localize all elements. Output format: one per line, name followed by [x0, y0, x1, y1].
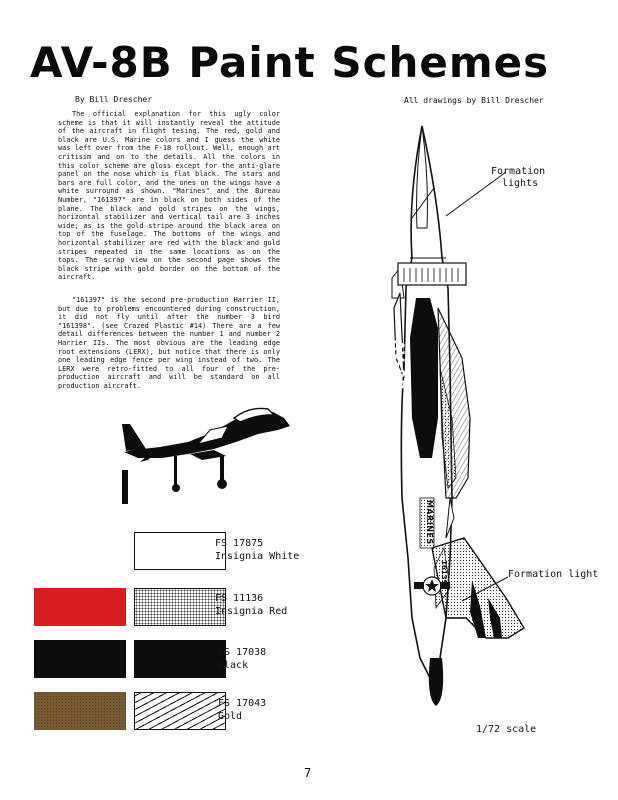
swatch-red-pattern [134, 588, 226, 626]
fs-17875-name: Insignia White [215, 551, 300, 562]
swatch-gold-pattern [134, 692, 226, 730]
page-title: AV-8B Paint Schemes [30, 38, 550, 87]
fs-11136-code: FS 11136 [215, 593, 264, 604]
callout-formation-lights-line1: Formation [491, 166, 546, 177]
fs-17038-code: FS 17038 [218, 647, 267, 658]
callout-formation-light-tail: Formation light [508, 569, 599, 580]
fuselage-code-label: AV-8B [390, 340, 406, 391]
drawing-credit: All drawings by Bill Drescher [404, 96, 544, 105]
bureau-number-label: 161397 [440, 560, 448, 590]
body-paragraph-2: "161397" is the second pre-production Harrier II, but due to problems encountered during construction, it did not fly until after the number 3 bird "161398". (see Crazed Plastic #14) There are a few detail differences between the number 1 and number 2 Harrier IIs. The most obvious are the leading edge root extensions (LERX), but notice that there is only one leading edge fence per wing instead of two. The LERX were retro-fitted to all four of the pre-production aircraft and will be standard on all production aircraft. [58, 296, 280, 390]
swatch-red-solid [34, 588, 126, 626]
fs-17875-code: FS 17875 [215, 538, 264, 549]
fs-17043-code: FS 17043 [218, 698, 267, 709]
swatch-black-pattern [134, 640, 226, 678]
swatch-gold-solid [34, 692, 126, 730]
swatch-black-solid [34, 640, 126, 678]
swatch-insignia-white [134, 532, 226, 570]
scale-label: 1/72 scale [476, 724, 537, 735]
marines-label: MARINES [425, 500, 434, 545]
fs-11136-name: Insignia Red [215, 606, 288, 617]
byline: By Bill Drescher [75, 95, 153, 104]
aircraft-silhouette [118, 404, 298, 504]
body-paragraph-1: The official explanation for this ugly color scheme is that it will instantly reveal the attitude of the aircraft in flight tesing. The red, gold and black are U.S. Marine colors and I guess the white was left over from the F-18 rollout. Well, enough art critisim and on to the details. All the colors in this color scheme are gloss except for the anti-glare panel on the nose which is flat black. The stars and bars are full color, and the ones on the wings have a white surround as shown. "Marines" and the Bureau Number, "161397" are in black on both sides of the plane. The black and gold stripes on the wings, horizontal stabilizer and vertical tail are 3 inches wide; as is the gold stripe around the black area on top of the fuselage. The bottoms of the wings and horizontal stabilizer are red with the black and gold stripes repeated in the same locations as on the tops. The scrap view on the second page shows the black stripe with gold border on the bottom of the aircraft. [58, 110, 280, 282]
fs-17038-name: Black [218, 660, 249, 671]
fs-17043-name: Gold [218, 711, 243, 722]
page-number: 7 [304, 766, 312, 780]
callout-formation-lights-line2: lights [502, 178, 539, 189]
